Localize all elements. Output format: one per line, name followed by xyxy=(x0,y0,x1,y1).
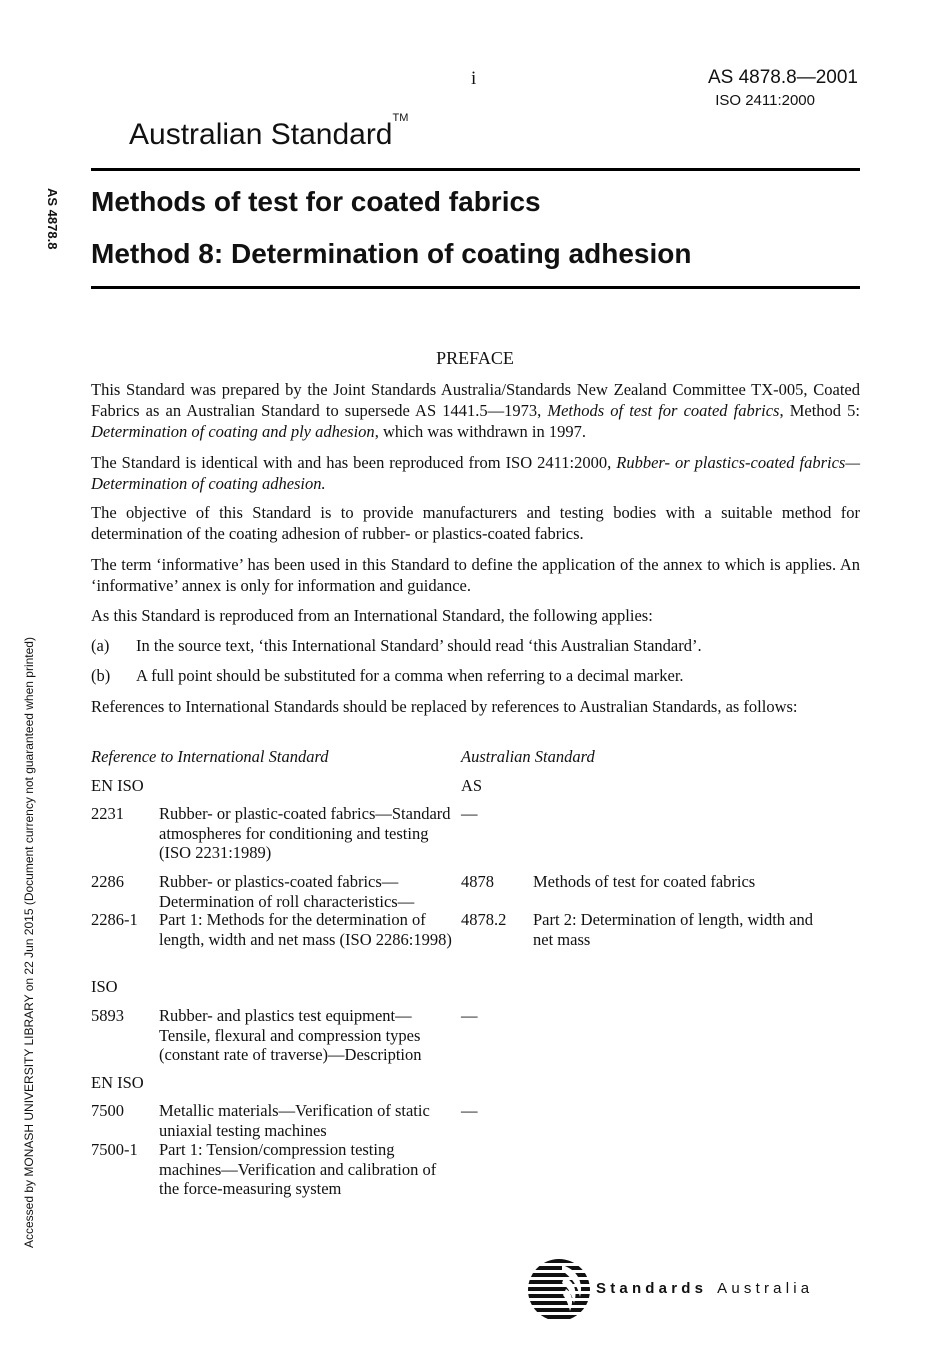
series-label: Australian Standard xyxy=(129,118,393,151)
list-text: In the source text, ‘this International Standard’ should read ‘this Australian Standard’. xyxy=(136,636,702,655)
ref-number: 2286 xyxy=(91,872,124,891)
as-number: — xyxy=(461,1101,478,1120)
list-label: (a) xyxy=(91,636,110,655)
ref-title: Rubber- or plastics-coated fabrics—Determination of roll characteristics— xyxy=(159,872,415,911)
preface-paragraph-1 xyxy=(91,379,860,442)
list-item xyxy=(91,635,702,656)
text-run: The Standard is identical with and has been reproduced from ISO 2411:2000, xyxy=(91,453,617,472)
access-note: Accessed by MONASH UNIVERSITY LIBRARY on 22 Jun 2015 (Document currency not guaranteed when printed) xyxy=(22,637,36,1248)
standard-series-title xyxy=(129,112,409,152)
ref-title: Rubber- and plastics test equipment—Tensile, flexural and compression types (constant rate of traverse)—Description xyxy=(159,1006,422,1064)
as-prefix: AS xyxy=(461,776,483,795)
text-run: , which was withdrawn in 1997. xyxy=(374,422,586,441)
preface-paragraph-5: As this Standard is reproduced from an International Standard, the following applies: xyxy=(91,606,653,625)
text-run-italic: Rubber- or plastics-coated fabrics—Determination of coating adhesion. xyxy=(91,453,861,493)
text-run-italic: Determination of coating and ply adhesion xyxy=(91,422,375,441)
list-label: (b) xyxy=(91,666,111,685)
ref-title: Rubber- or plastic-coated fabrics—Standard atmospheres for conditioning and testing (ISO 2231:1989) xyxy=(159,804,451,862)
ref-number: 7500-1 xyxy=(91,1140,138,1159)
as-number: — xyxy=(461,1006,478,1025)
document-title: Methods of test for coated fabrics xyxy=(91,186,541,217)
as-number: 4878 xyxy=(461,872,494,891)
as-number: 4878.2 xyxy=(461,910,507,929)
list-text: A full point should be substituted for a comma when referring to a decimal marker. xyxy=(136,666,684,685)
brand-regular: Australia xyxy=(717,1280,814,1297)
group-prefix: EN ISO xyxy=(91,1073,144,1092)
page-number: i xyxy=(471,68,477,89)
ref-title: Part 1: Methods for the determination of length, width and net mass (ISO 2286:1998) xyxy=(159,910,452,949)
as-title: Part 2: Determination of length, width and net mass xyxy=(533,910,813,949)
text-run-italic: Methods of test for coated fabrics xyxy=(547,401,780,420)
preface-paragraph-4: The term ‘informative’ has been used in this Standard to define the application of the annex to which is applies. An ‘informative’ annex is only for information and guidance. xyxy=(91,555,860,595)
header-australian: Australian Standard xyxy=(461,747,595,766)
ref-number: 7500 xyxy=(91,1101,124,1120)
text-run: This Standard was prepared by the Joint Standards Australia/Standards New Zealand Committee TX-005, Coated Fabrics as an Australian Standard to supersede AS 1441.5—1973, xyxy=(91,380,860,420)
preface-heading: PREFACE xyxy=(436,348,514,368)
group-prefix: EN ISO xyxy=(91,776,144,795)
standard-number: AS 4878.8—2001 xyxy=(707,67,858,88)
ref-title: Metallic materials—Verification of static uniaxial testing machines xyxy=(159,1101,430,1140)
ref-title: Part 1: Tension/compression testing machines—Verification and calibration of the force-measuring system xyxy=(159,1140,437,1198)
brand-bold: Standards xyxy=(596,1280,708,1297)
brand-text xyxy=(596,1280,813,1297)
text-run: , Method 5: xyxy=(779,401,860,420)
method-title: Method 8: Determination of coating adhesion xyxy=(91,238,692,269)
preface-paragraph-6: References to International Standards should be replaced by references to Australian Standards, as follows: xyxy=(91,697,798,716)
spine-code: AS 4878.8 xyxy=(45,188,60,250)
ref-number: 2231 xyxy=(91,804,124,823)
group-prefix: ISO xyxy=(91,977,118,996)
preface-paragraph-2 xyxy=(91,452,860,494)
trademark-mark: TM xyxy=(392,112,409,124)
bottom-rule xyxy=(91,286,860,289)
standards-australia-logo-icon xyxy=(528,1257,590,1323)
ref-number: 2286-1 xyxy=(91,910,138,929)
iso-number: ISO 2411:2000 xyxy=(715,92,815,109)
preface-paragraph-3: The objective of this Standard is to provide manufacturers and testing bodies with a suitable method for determination of the coating adhesion of rubber- or plastics-coated fabrics. xyxy=(91,503,860,543)
top-rule xyxy=(91,168,860,171)
as-title: Methods of test for coated fabrics xyxy=(533,872,756,891)
header-international: Reference to International Standard xyxy=(91,747,329,766)
list-item xyxy=(91,665,684,686)
as-number: — xyxy=(461,804,478,823)
ref-number: 5893 xyxy=(91,1006,124,1025)
